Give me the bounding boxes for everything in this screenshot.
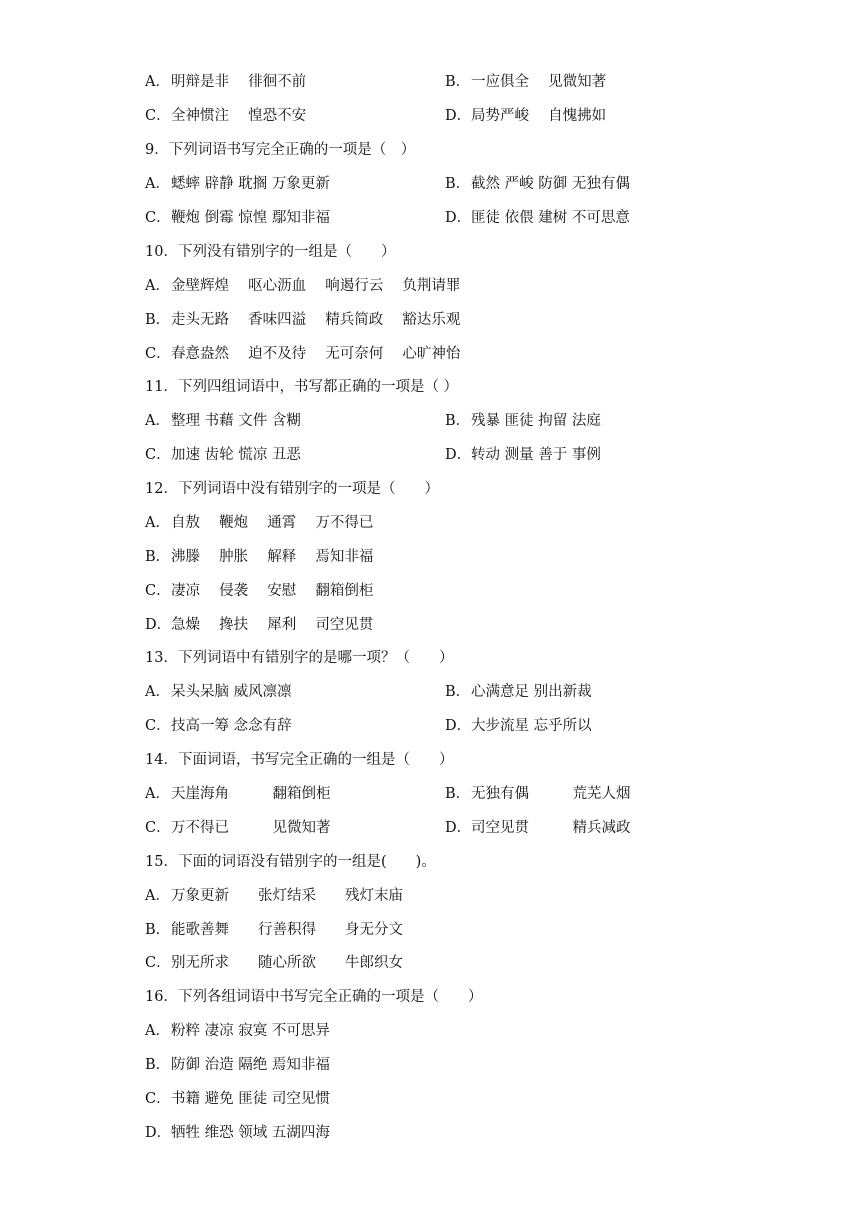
answer-option [145,1122,330,1144]
answer-option [145,410,301,432]
option-label: A． [145,176,170,192]
option-words: 别无所求 随心所欲 牛郎织女 [171,955,403,971]
answer-option [445,71,606,93]
option-words: 全神惯注 惶恐不安 [171,108,307,124]
answer-option [145,952,403,974]
option-words: 匪徒 依偎 建树 不可思意 [471,210,630,226]
question-stem: 9．下列词语书写完全正确的一项是（ ） [145,142,416,158]
answer-option [145,71,306,93]
answer-option [145,614,373,636]
answer-option [445,444,601,466]
option-label: B． [445,413,471,429]
option-label: A． [145,74,170,90]
option-words: 能歌善舞 行善积得 身无分文 [171,922,403,938]
answer-option [145,783,331,805]
option-label: C． [145,210,171,226]
option-words: 心满意足 别出新裁 [471,684,592,700]
answer-option [145,1088,330,1110]
answer-option [145,817,331,839]
option-words: 技高一筹 念念有辞 [171,718,292,734]
option-words: 万象更新 张灯结采 残灯末庙 [171,888,403,904]
option-label: A． [145,888,170,904]
option-words: 鞭炮 倒霉 惊惶 鄢知非福 [171,210,330,226]
answer-option [145,681,292,703]
option-label: C． [145,108,171,124]
answer-option [145,1054,330,1076]
option-label: A． [145,786,170,802]
option-label: D． [445,210,472,226]
option-label: D． [445,447,472,463]
answer-option [145,105,306,127]
option-label: C． [145,1091,171,1107]
option-label: B． [445,74,471,90]
question-stem: 16．下列各组词语中书写完全正确的一项是（ ） [145,989,483,1005]
option-words: 司空见贯 精兵减政 [471,820,631,836]
option-label: D． [145,1125,172,1141]
option-label: C． [145,718,171,734]
option-words: 局势严峻 自愧拂如 [471,108,607,124]
answer-option [145,207,330,229]
question-stem: 10．下列没有错别字的一组是（ ） [145,244,396,260]
answer-option [445,783,631,805]
answer-option [145,1020,330,1042]
option-words: 粉粹 凄凉 寂寞 不可思异 [171,1023,330,1039]
option-words: 急燥 搀扶 犀利 司空见贯 [171,617,374,633]
question-stem: 12．下列词语中没有错别字的一项是（ ） [145,481,439,497]
option-words: 大步流星 忘乎所以 [471,718,592,734]
option-words: 整理 书藉 文件 含糊 [171,413,301,429]
answer-option [145,512,373,534]
option-label: D． [445,108,472,124]
option-words: 残暴 匪徒 拘留 法庭 [471,413,601,429]
option-label: B． [145,1057,171,1073]
option-label: B． [145,549,171,565]
answer-option [145,309,460,331]
option-label: A． [145,413,170,429]
option-label: C． [145,447,171,463]
answer-option [445,173,630,195]
option-label: B． [445,684,471,700]
option-words: 天崖海角 翻箱倒柜 [171,786,331,802]
answer-option [145,343,460,365]
answer-option [145,919,403,941]
option-label: A． [145,515,170,531]
option-words: 一应俱全 见微知著 [471,74,607,90]
option-label: D． [445,820,472,836]
option-words: 防御 治造 隔绝 焉知非福 [171,1057,330,1073]
option-words: 呆头呆脑 威风凛凛 [171,684,292,700]
answer-option [145,885,403,907]
answer-option [145,546,373,568]
answer-option [445,105,606,127]
question-stem: 15．下面的词语没有错别字的一组是( )。 [145,854,436,870]
option-label: D． [445,718,472,734]
answer-option [145,275,460,297]
option-words: 金壁辉煌 呕心沥血 响遏行云 负荆请罪 [171,278,461,294]
option-words: 凄凉 侵袭 安慰 翻箱倒柜 [171,583,374,599]
option-words: 万不得已 见微知著 [171,820,331,836]
option-label: B． [145,922,171,938]
answer-option [445,715,592,737]
option-words: 走头无路 香味四溢 精兵简政 豁达乐观 [171,312,461,328]
option-label: A． [145,278,170,294]
option-label: C． [145,820,171,836]
option-label: D． [145,617,172,633]
answer-option [445,410,601,432]
answer-option [145,444,301,466]
option-label: C． [145,583,171,599]
option-label: C． [145,346,171,362]
option-words: 春意盎然 迫不及待 无可奈何 心旷神怡 [171,346,461,362]
option-words: 书籍 避免 匪徒 司空见惯 [171,1091,330,1107]
answer-option [145,580,373,602]
answer-option [145,715,292,737]
answer-option [145,173,330,195]
option-label: B． [145,312,171,328]
question-stem: 13．下列词语中有错别字的是哪一项？（ ） [145,650,454,666]
answer-option [445,817,631,839]
question-stem: 11．下列四组词语中，书写都正确的一项是（ ） [145,379,459,395]
option-label: A． [145,684,170,700]
option-label: B． [445,176,471,192]
option-words: 明辩是非 徘徊不前 [171,74,307,90]
answer-option [445,681,592,703]
question-stem: 14．下面词语，书写完全正确的一组是（ ） [145,752,454,768]
option-words: 加速 齿轮 慌凉 丑恶 [171,447,301,463]
option-words: 蟋蟀 辟静 耽搁 万象更新 [171,176,330,192]
option-words: 沸滕 肿胀 解释 焉知非福 [171,549,374,565]
option-words: 牺牲 维恐 领域 五湖四海 [171,1125,330,1141]
option-words: 截然 严峻 防御 无独有偶 [471,176,630,192]
option-label: A． [145,1023,170,1039]
option-label: C． [145,955,171,971]
option-words: 无独有偶 荒芜人烟 [471,786,631,802]
option-words: 转动 测量 善于 事例 [471,447,601,463]
answer-option [445,207,630,229]
option-words: 自敖 鞭炮 通霄 万不得已 [171,515,374,531]
option-label: B． [445,786,471,802]
